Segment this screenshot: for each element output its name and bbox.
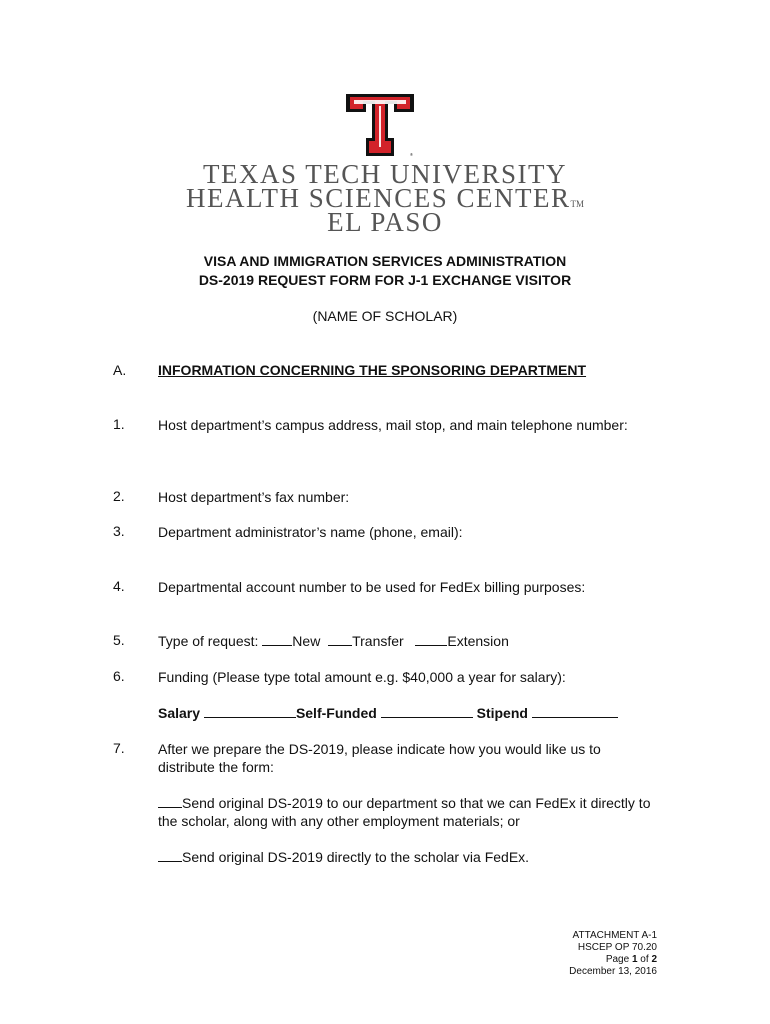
distribution-option-1 [158,794,668,830]
item-3-text: Department administrator’s name (phone, email): [158,524,463,540]
org-name-line-3: EL PASO [327,207,443,237]
page-footer [569,930,657,978]
item-2-text: Host department’s fax number: [158,489,350,505]
item-4-text: Departmental account number to be used for FedEx billing purposes: [158,579,586,595]
item-2-number: 2. [113,488,125,504]
request-new-blank[interactable] [262,633,292,646]
item-6-number: 6. [113,668,125,684]
request-type-label: Type of request: [158,633,259,649]
request-transfer-blank[interactable] [328,633,352,646]
page-prefix: Page [605,954,632,965]
item-5-request-type [158,632,658,650]
self-funded-label: Self-Funded [295,705,377,721]
section-a-letter: A. [113,362,127,378]
page-number: 1 [631,954,638,965]
option-1-blank[interactable] [158,795,182,808]
footer-date: December 13, 2016 [569,966,657,977]
option-2-text: Send original DS-2019 directly to the scholar via FedEx. [182,849,530,865]
request-extension-blank[interactable] [415,633,447,646]
attachment-label: ATTACHMENT A-1 [572,930,657,941]
salary-label: Salary [158,705,201,721]
trademark-mark: TM [570,199,584,209]
request-extension-label: Extension [447,633,509,649]
item-5-number: 5. [113,632,125,648]
item-6-text: Funding (Please type total amount e.g. $40,000 a year for salary): [158,669,566,685]
double-t-logo-icon [344,92,416,158]
item-3-number: 3. [113,523,125,539]
item-4-number: 4. [113,578,125,594]
self-funded-blank[interactable] [381,705,473,718]
form-title-line-2: DS-2019 REQUEST FORM FOR J-1 EXCHANGE VISITOR [198,272,572,288]
item-7-text: After we prepare the DS-2019, please indicate how you would like us to distribute the form: [158,741,601,775]
option-2-blank[interactable] [158,849,182,862]
page-of: of [637,954,652,965]
page-indicator [569,954,657,966]
page-total: 2 [651,954,657,965]
org-name-line-1: TEXAS TECH UNIVERSITY [203,159,567,189]
funding-row [158,704,658,722]
salary-blank[interactable] [204,705,296,718]
item-7-number: 7. [113,740,125,756]
section-a-title: INFORMATION CONCERNING THE SPONSORING DEPARTMENT [158,362,587,378]
stipend-blank[interactable] [532,705,618,718]
form-title-line-1: VISA AND IMMIGRATION SERVICES ADMINISTRATION [203,253,567,269]
item-1-number: 1. [113,416,125,432]
org-name-line-2-text: HEALTH SCIENCES CENTER [185,183,571,213]
request-new-label: New [292,633,321,649]
item-1-text: Host department’s campus address, mail stop, and main telephone number: [158,417,628,433]
option-1-text: Send original DS-2019 to our department so that we can FedEx it directly to the scholar, along with any other employment materials; or [158,795,651,829]
stipend-label: Stipend [476,705,528,721]
op-number: HSCEP OP 70.20 [577,942,657,953]
scholar-name-placeholder: (NAME OF SCHOLAR) [312,308,458,324]
request-transfer-label: Transfer [352,633,404,649]
svg-text:®: ® [410,152,413,157]
distribution-option-2 [158,848,658,866]
